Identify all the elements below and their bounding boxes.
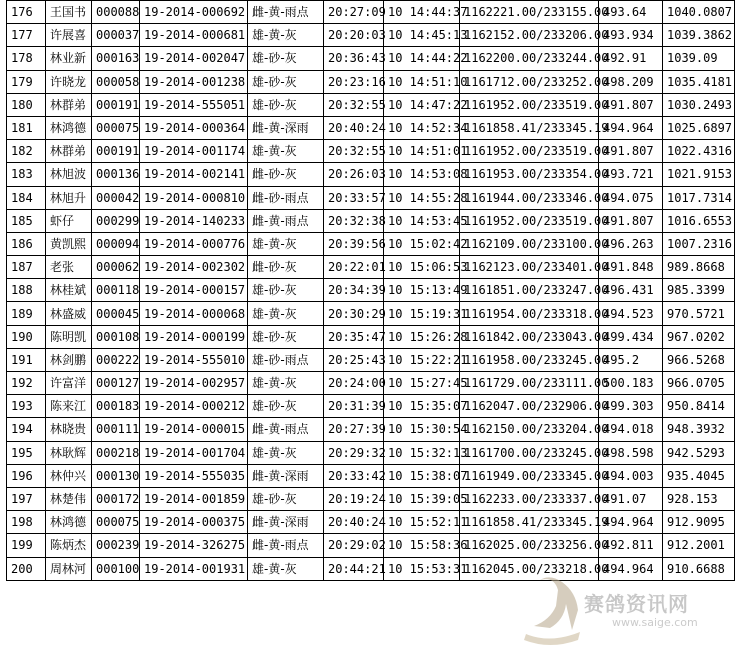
member-id-cell: 000130 <box>92 464 140 487</box>
name-cell: 王国书 <box>46 1 92 24</box>
start-time-cell: 20:20:03 <box>324 24 384 47</box>
pigeon-description-cell: 雌-黄-雨点 <box>248 1 324 24</box>
distance-cell: 495.2 <box>599 348 663 371</box>
arrival-time-cell: 10 14:53:45 <box>384 209 460 232</box>
start-time-cell: 20:32:38 <box>324 209 384 232</box>
rank-cell: 177 <box>7 24 46 47</box>
table-row <box>7 395 735 418</box>
rank-cell: 190 <box>7 325 46 348</box>
start-time-cell: 20:35:47 <box>324 325 384 348</box>
distance-cell: 491.807 <box>599 140 663 163</box>
distance-cell: 494.964 <box>599 557 663 580</box>
name-cell: 林业新 <box>46 47 92 70</box>
name-cell: 林鸿德 <box>46 116 92 139</box>
pigeon-description-cell: 雄-黄-灰 <box>248 557 324 580</box>
pigeon-description-cell: 雄-黄-灰 <box>248 372 324 395</box>
table-row <box>7 348 735 371</box>
coordinates-cell: 1161712.00/233252.00 <box>460 70 599 93</box>
member-id-cell: 000062 <box>92 256 140 279</box>
name-cell: 林群弟 <box>46 140 92 163</box>
name-cell: 周林河 <box>46 557 92 580</box>
ring-number-cell: 19-2014-002047 <box>140 47 248 70</box>
ring-number-cell: 19-2014-002141 <box>140 163 248 186</box>
arrival-time-cell: 10 15:27:45 <box>384 372 460 395</box>
rank-cell: 191 <box>7 348 46 371</box>
rank-cell: 193 <box>7 395 46 418</box>
member-id-cell: 000075 <box>92 511 140 534</box>
rank-cell: 188 <box>7 279 46 302</box>
ring-number-cell: 19-2014-000199 <box>140 325 248 348</box>
start-time-cell: 20:19:24 <box>324 487 384 510</box>
name-cell: 陈明凯 <box>46 325 92 348</box>
ring-number-cell: 19-2014-000692 <box>140 1 248 24</box>
speed-cell: 928.153 <box>663 487 735 510</box>
speed-cell: 948.3932 <box>663 418 735 441</box>
name-cell: 林楚伟 <box>46 487 92 510</box>
pigeon-description-cell: 雌-黄-深雨 <box>248 511 324 534</box>
ring-number-cell: 19-2014-001859 <box>140 487 248 510</box>
name-cell: 林旭波 <box>46 163 92 186</box>
table-row <box>7 1 735 24</box>
table-row <box>7 464 735 487</box>
start-time-cell: 20:39:56 <box>324 232 384 255</box>
arrival-time-cell: 10 15:22:21 <box>384 348 460 371</box>
name-cell: 陈来江 <box>46 395 92 418</box>
member-id-cell: 000222 <box>92 348 140 371</box>
arrival-time-cell: 10 15:35:07 <box>384 395 460 418</box>
ring-number-cell: 19-2014-001931 <box>140 557 248 580</box>
name-cell: 许晓龙 <box>46 70 92 93</box>
ring-number-cell: 19-2014-000364 <box>140 116 248 139</box>
speed-cell: 1017.7314 <box>663 186 735 209</box>
ring-number-cell: 19-2014-000015 <box>140 418 248 441</box>
name-cell: 林耿辉 <box>46 441 92 464</box>
rank-cell: 185 <box>7 209 46 232</box>
rank-cell: 178 <box>7 47 46 70</box>
distance-cell: 491.848 <box>599 256 663 279</box>
distance-cell: 499.303 <box>599 395 663 418</box>
distance-cell: 498.209 <box>599 70 663 93</box>
start-time-cell: 20:23:16 <box>324 70 384 93</box>
arrival-time-cell: 10 14:47:22 <box>384 93 460 116</box>
coordinates-cell: 1161842.00/233043.00 <box>460 325 599 348</box>
pigeon-description-cell: 雌-砂-灰 <box>248 256 324 279</box>
pigeon-description-cell: 雄-砂-灰 <box>248 70 324 93</box>
table-row <box>7 140 735 163</box>
rank-cell: 197 <box>7 487 46 510</box>
speed-cell: 989.8668 <box>663 256 735 279</box>
start-time-cell: 20:27:39 <box>324 418 384 441</box>
start-time-cell: 20:25:43 <box>324 348 384 371</box>
start-time-cell: 20:33:42 <box>324 464 384 487</box>
coordinates-cell: 1161952.00/233519.00 <box>460 140 599 163</box>
coordinates-cell: 1162123.00/233401.00 <box>460 256 599 279</box>
start-time-cell: 20:24:00 <box>324 372 384 395</box>
arrival-time-cell: 10 15:13:49 <box>384 279 460 302</box>
pigeon-description-cell: 雌-砂-灰 <box>248 163 324 186</box>
member-id-cell: 000183 <box>92 395 140 418</box>
speed-cell: 935.4045 <box>663 464 735 487</box>
table-row <box>7 24 735 47</box>
coordinates-cell: 1161729.00/233111.00 <box>460 372 599 395</box>
member-id-cell: 000127 <box>92 372 140 395</box>
arrival-time-cell: 10 15:53:31 <box>384 557 460 580</box>
start-time-cell: 20:40:24 <box>324 511 384 534</box>
speed-cell: 942.5293 <box>663 441 735 464</box>
table-row <box>7 302 735 325</box>
rank-cell: 192 <box>7 372 46 395</box>
coordinates-cell: 1162109.00/233100.00 <box>460 232 599 255</box>
speed-cell: 1021.9153 <box>663 163 735 186</box>
pigeon-description-cell: 雄-砂-灰 <box>248 487 324 510</box>
coordinates-cell: 1161952.00/233519.00 <box>460 209 599 232</box>
start-time-cell: 20:26:03 <box>324 163 384 186</box>
coordinates-cell: 1161952.00/233519.00 <box>460 93 599 116</box>
start-time-cell: 20:30:29 <box>324 302 384 325</box>
start-time-cell: 20:31:39 <box>324 395 384 418</box>
rank-cell: 199 <box>7 534 46 557</box>
distance-cell: 493.64 <box>599 1 663 24</box>
name-cell: 许富洋 <box>46 372 92 395</box>
member-id-cell: 000191 <box>92 93 140 116</box>
rank-cell: 176 <box>7 1 46 24</box>
speed-cell: 966.0705 <box>663 372 735 395</box>
speed-cell: 1040.0807 <box>663 1 735 24</box>
speed-cell: 1016.6553 <box>663 209 735 232</box>
distance-cell: 492.91 <box>599 47 663 70</box>
speed-cell: 1007.2316 <box>663 232 735 255</box>
name-cell: 许展喜 <box>46 24 92 47</box>
speed-cell: 966.5268 <box>663 348 735 371</box>
member-id-cell: 000108 <box>92 325 140 348</box>
speed-cell: 1022.4316 <box>663 140 735 163</box>
member-id-cell: 000100 <box>92 557 140 580</box>
member-id-cell: 000191 <box>92 140 140 163</box>
arrival-time-cell: 10 15:58:36 <box>384 534 460 557</box>
member-id-cell: 000111 <box>92 418 140 441</box>
coordinates-cell: 1161858.41/233345.19 <box>460 511 599 534</box>
member-id-cell: 000088 <box>92 1 140 24</box>
pigeon-description-cell: 雌-黄-深雨 <box>248 464 324 487</box>
distance-cell: 499.434 <box>599 325 663 348</box>
distance-cell: 491.07 <box>599 487 663 510</box>
speed-cell: 967.0202 <box>663 325 735 348</box>
rank-cell: 194 <box>7 418 46 441</box>
coordinates-cell: 1161700.00/233245.00 <box>460 441 599 464</box>
ring-number-cell: 19-2014-002957 <box>140 372 248 395</box>
ring-number-cell: 19-2014-001238 <box>140 70 248 93</box>
ring-number-cell: 19-2014-000375 <box>140 511 248 534</box>
start-time-cell: 20:29:02 <box>324 534 384 557</box>
pigeon-description-cell: 雄-砂-灰 <box>248 279 324 302</box>
start-time-cell: 20:44:21 <box>324 557 384 580</box>
ring-number-cell: 19-2014-001174 <box>140 140 248 163</box>
coordinates-cell: 1162047.00/232906.00 <box>460 395 599 418</box>
ring-number-cell: 19-2014-555051 <box>140 93 248 116</box>
rank-cell: 184 <box>7 186 46 209</box>
coordinates-cell: 1161949.00/233345.00 <box>460 464 599 487</box>
arrival-time-cell: 10 14:45:13 <box>384 24 460 47</box>
table-row <box>7 441 735 464</box>
rank-cell: 181 <box>7 116 46 139</box>
distance-cell: 494.964 <box>599 511 663 534</box>
table-row <box>7 325 735 348</box>
member-id-cell: 000118 <box>92 279 140 302</box>
ring-number-cell: 19-2014-555010 <box>140 348 248 371</box>
distance-cell: 493.721 <box>599 163 663 186</box>
speed-cell: 1030.2493 <box>663 93 735 116</box>
table-row <box>7 511 735 534</box>
ring-number-cell: 19-2014-002302 <box>140 256 248 279</box>
distance-cell: 492.811 <box>599 534 663 557</box>
name-cell: 林剑鹏 <box>46 348 92 371</box>
pigeon-description-cell: 雄-黄-灰 <box>248 24 324 47</box>
pigeon-description-cell: 雄-黄-灰 <box>248 302 324 325</box>
coordinates-cell: 1161958.00/233245.00 <box>460 348 599 371</box>
rank-cell: 198 <box>7 511 46 534</box>
distance-cell: 494.075 <box>599 186 663 209</box>
name-cell: 虾仔 <box>46 209 92 232</box>
pigeon-description-cell: 雄-砂-雨点 <box>248 348 324 371</box>
start-time-cell: 20:36:43 <box>324 47 384 70</box>
member-id-cell: 000172 <box>92 487 140 510</box>
start-time-cell: 20:34:39 <box>324 279 384 302</box>
table-row <box>7 186 735 209</box>
speed-cell: 912.2001 <box>663 534 735 557</box>
coordinates-cell: 1161851.00/233247.00 <box>460 279 599 302</box>
watermark-title: 赛鸽资讯网 <box>584 592 689 616</box>
ring-number-cell: 19-2014-000776 <box>140 232 248 255</box>
name-cell: 黄凯熙 <box>46 232 92 255</box>
distance-cell: 494.018 <box>599 418 663 441</box>
pigeon-description-cell: 雌-砂-雨点 <box>248 186 324 209</box>
pigeon-description-cell: 雌-黄-雨点 <box>248 534 324 557</box>
member-id-cell: 000045 <box>92 302 140 325</box>
coordinates-cell: 1161954.00/233318.00 <box>460 302 599 325</box>
start-time-cell: 20:29:32 <box>324 441 384 464</box>
arrival-time-cell: 10 15:32:13 <box>384 441 460 464</box>
rank-cell: 183 <box>7 163 46 186</box>
member-id-cell: 000042 <box>92 186 140 209</box>
coordinates-cell: 1162045.00/233218.00 <box>460 557 599 580</box>
rank-cell: 189 <box>7 302 46 325</box>
distance-cell: 494.523 <box>599 302 663 325</box>
table-row <box>7 487 735 510</box>
speed-cell: 1039.09 <box>663 47 735 70</box>
pigeon-description-cell: 雌-黄-深雨 <box>248 116 324 139</box>
ring-number-cell: 19-2014-000681 <box>140 24 248 47</box>
name-cell: 林仲兴 <box>46 464 92 487</box>
arrival-time-cell: 10 15:26:28 <box>384 325 460 348</box>
name-cell: 林盛威 <box>46 302 92 325</box>
start-time-cell: 20:27:09 <box>324 1 384 24</box>
distance-cell: 491.807 <box>599 209 663 232</box>
coordinates-cell: 1162200.00/233244.00 <box>460 47 599 70</box>
ring-number-cell: 19-2014-000212 <box>140 395 248 418</box>
member-id-cell: 000218 <box>92 441 140 464</box>
pigeon-description-cell: 雄-黄-灰 <box>248 232 324 255</box>
arrival-time-cell: 10 15:52:11 <box>384 511 460 534</box>
coordinates-cell: 1162233.00/233337.00 <box>460 487 599 510</box>
name-cell: 林鸿德 <box>46 511 92 534</box>
distance-cell: 500.183 <box>599 372 663 395</box>
name-cell: 林旭升 <box>46 186 92 209</box>
distance-cell: 493.934 <box>599 24 663 47</box>
rank-cell: 182 <box>7 140 46 163</box>
pigeon-description-cell: 雄-黄-灰 <box>248 441 324 464</box>
watermark <box>520 570 730 650</box>
table-row <box>7 232 735 255</box>
arrival-time-cell: 10 15:02:42 <box>384 232 460 255</box>
speed-cell: 985.3399 <box>663 279 735 302</box>
arrival-time-cell: 10 14:53:08 <box>384 163 460 186</box>
arrival-time-cell: 10 14:55:28 <box>384 186 460 209</box>
coordinates-cell: 1161858.41/233345.19 <box>460 116 599 139</box>
speed-cell: 1039.3862 <box>663 24 735 47</box>
name-cell: 林桂斌 <box>46 279 92 302</box>
ring-number-cell: 19-2014-000068 <box>140 302 248 325</box>
arrival-time-cell: 10 14:44:22 <box>384 47 460 70</box>
distance-cell: 498.598 <box>599 441 663 464</box>
distance-cell: 491.807 <box>599 93 663 116</box>
member-id-cell: 000058 <box>92 70 140 93</box>
table-row <box>7 93 735 116</box>
arrival-time-cell: 10 15:39:05 <box>384 487 460 510</box>
table-row <box>7 372 735 395</box>
arrival-time-cell: 10 15:30:54 <box>384 418 460 441</box>
distance-cell: 496.263 <box>599 232 663 255</box>
rank-cell: 200 <box>7 557 46 580</box>
watermark-url: www.saige.com <box>612 616 698 629</box>
name-cell: 老张 <box>46 256 92 279</box>
start-time-cell: 20:22:01 <box>324 256 384 279</box>
pigeon-description-cell: 雄-砂-灰 <box>248 93 324 116</box>
rank-cell: 180 <box>7 93 46 116</box>
member-id-cell: 000299 <box>92 209 140 232</box>
pigeon-description-cell: 雌-黄-雨点 <box>248 209 324 232</box>
distance-cell: 494.964 <box>599 116 663 139</box>
ring-number-cell: 19-2014-140233 <box>140 209 248 232</box>
table-row <box>7 70 735 93</box>
rank-cell: 179 <box>7 70 46 93</box>
speed-cell: 910.6688 <box>663 557 735 580</box>
arrival-time-cell: 10 15:06:53 <box>384 256 460 279</box>
table-row <box>7 163 735 186</box>
table-row <box>7 47 735 70</box>
rank-cell: 186 <box>7 232 46 255</box>
coordinates-cell: 1162152.00/233206.00 <box>460 24 599 47</box>
start-time-cell: 20:33:57 <box>324 186 384 209</box>
results-table <box>6 0 735 581</box>
ring-number-cell: 19-2014-000157 <box>140 279 248 302</box>
ring-number-cell: 19-2014-000810 <box>140 186 248 209</box>
ring-number-cell: 19-2014-555035 <box>140 464 248 487</box>
coordinates-cell: 1162150.00/233204.00 <box>460 418 599 441</box>
member-id-cell: 000075 <box>92 116 140 139</box>
pigeon-description-cell: 雄-砂-灰 <box>248 395 324 418</box>
pigeon-description-cell: 雄-砂-灰 <box>248 47 324 70</box>
table-row <box>7 256 735 279</box>
arrival-time-cell: 10 15:19:31 <box>384 302 460 325</box>
member-id-cell: 000163 <box>92 47 140 70</box>
arrival-time-cell: 10 14:52:34 <box>384 116 460 139</box>
speed-cell: 950.8414 <box>663 395 735 418</box>
coordinates-cell: 1162221.00/233155.00 <box>460 1 599 24</box>
table-row <box>7 116 735 139</box>
start-time-cell: 20:40:24 <box>324 116 384 139</box>
name-cell: 林晓贵 <box>46 418 92 441</box>
coordinates-cell: 1161944.00/233346.00 <box>460 186 599 209</box>
name-cell: 陈炳杰 <box>46 534 92 557</box>
table-row <box>7 557 735 580</box>
table-row <box>7 534 735 557</box>
member-id-cell: 000136 <box>92 163 140 186</box>
start-time-cell: 20:32:55 <box>324 93 384 116</box>
distance-cell: 494.003 <box>599 464 663 487</box>
name-cell: 林群弟 <box>46 93 92 116</box>
speed-cell: 970.5721 <box>663 302 735 325</box>
table-row <box>7 418 735 441</box>
arrival-time-cell: 10 14:51:01 <box>384 140 460 163</box>
table-row <box>7 209 735 232</box>
pigeon-logo-icon <box>520 570 590 650</box>
member-id-cell: 000037 <box>92 24 140 47</box>
start-time-cell: 20:32:55 <box>324 140 384 163</box>
rank-cell: 196 <box>7 464 46 487</box>
pigeon-description-cell: 雌-黄-雨点 <box>248 418 324 441</box>
rank-cell: 187 <box>7 256 46 279</box>
rank-cell: 195 <box>7 441 46 464</box>
member-id-cell: 000239 <box>92 534 140 557</box>
speed-cell: 912.9095 <box>663 511 735 534</box>
speed-cell: 1035.4181 <box>663 70 735 93</box>
distance-cell: 496.431 <box>599 279 663 302</box>
ring-number-cell: 19-2014-326275 <box>140 534 248 557</box>
pigeon-description-cell: 雄-黄-灰 <box>248 140 324 163</box>
arrival-time-cell: 10 15:38:07 <box>384 464 460 487</box>
coordinates-cell: 1161953.00/233354.00 <box>460 163 599 186</box>
arrival-time-cell: 10 14:44:37 <box>384 1 460 24</box>
speed-cell: 1025.6897 <box>663 116 735 139</box>
arrival-time-cell: 10 14:51:10 <box>384 70 460 93</box>
ring-number-cell: 19-2014-001704 <box>140 441 248 464</box>
member-id-cell: 000094 <box>92 232 140 255</box>
coordinates-cell: 1162025.00/233256.00 <box>460 534 599 557</box>
pigeon-description-cell: 雄-砂-灰 <box>248 325 324 348</box>
table-row <box>7 279 735 302</box>
